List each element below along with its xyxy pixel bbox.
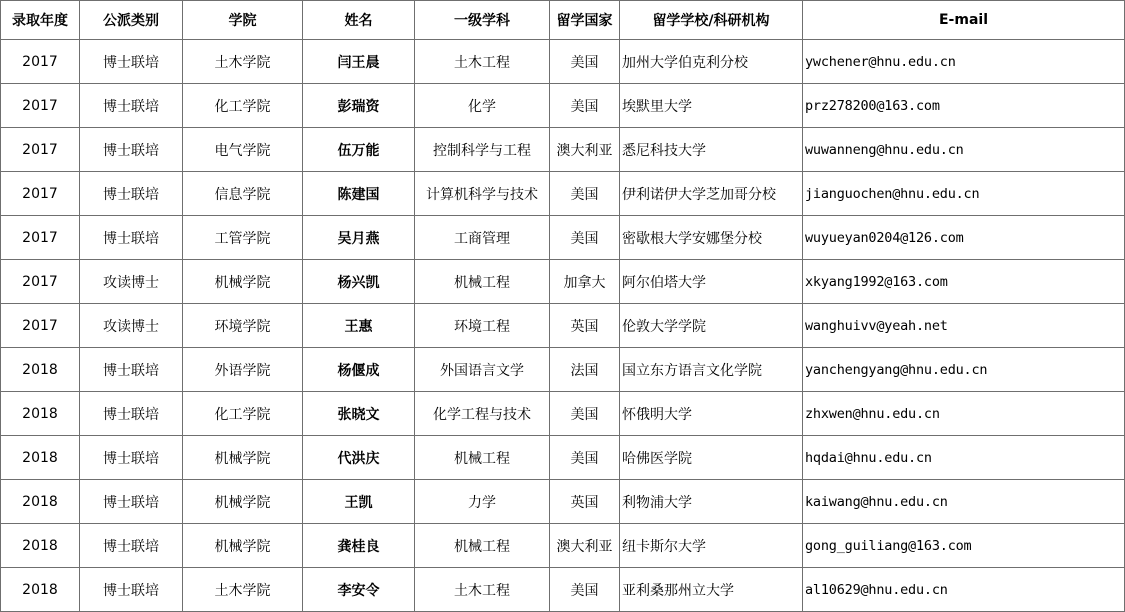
cell-institution: 加州大学伯克利分校 [620,40,803,84]
table-row [1,304,1125,348]
header-name: 姓名 [303,1,415,40]
cell-email[interactable]: al10629@hnu.edu.cn [803,568,1125,612]
cell-college: 机械学院 [183,436,303,480]
table-row [1,216,1125,260]
cell-name: 李安令 [303,568,415,612]
cell-institution: 阿尔伯塔大学 [620,260,803,304]
cell-college: 机械学院 [183,524,303,568]
cell-discipline: 机械工程 [415,524,550,568]
table-row [1,392,1125,436]
cell-year: 2018 [1,392,80,436]
table-row [1,524,1125,568]
cell-email[interactable]: zhxwen@hnu.edu.cn [803,392,1125,436]
cell-country: 美国 [550,216,620,260]
cell-name: 龚桂良 [303,524,415,568]
header-year: 录取年度 [1,1,80,40]
cell-email[interactable]: prz278200@163.com [803,84,1125,128]
cell-country: 美国 [550,436,620,480]
table-row [1,260,1125,304]
cell-email[interactable]: hqdai@hnu.edu.cn [803,436,1125,480]
cell-discipline: 机械工程 [415,436,550,480]
cell-college: 工管学院 [183,216,303,260]
header-institution: 留学学校/科研机构 [620,1,803,40]
cell-email[interactable]: xkyang1992@163.com [803,260,1125,304]
cell-country: 美国 [550,84,620,128]
cell-category: 博士联培 [80,216,183,260]
table-row [1,436,1125,480]
cell-category: 博士联培 [80,392,183,436]
cell-category: 攻读博士 [80,260,183,304]
cell-institution: 埃默里大学 [620,84,803,128]
cell-college: 环境学院 [183,304,303,348]
cell-name: 伍万能 [303,128,415,172]
cell-discipline: 土木工程 [415,40,550,84]
cell-country: 法国 [550,348,620,392]
cell-year: 2018 [1,524,80,568]
header-discipline: 一级学科 [415,1,550,40]
cell-college: 电气学院 [183,128,303,172]
cell-discipline: 外国语言文学 [415,348,550,392]
cell-discipline: 土木工程 [415,568,550,612]
cell-year: 2018 [1,568,80,612]
cell-country: 美国 [550,172,620,216]
cell-year: 2017 [1,304,80,348]
cell-institution: 伦敦大学学院 [620,304,803,348]
cell-institution: 国立东方语言文化学院 [620,348,803,392]
cell-name: 杨兴凯 [303,260,415,304]
cell-category: 攻读博士 [80,304,183,348]
cell-discipline: 控制科学与工程 [415,128,550,172]
cell-college: 机械学院 [183,260,303,304]
cell-college: 化工学院 [183,392,303,436]
cell-year: 2018 [1,480,80,524]
table-row [1,568,1125,612]
cell-institution: 怀俄明大学 [620,392,803,436]
cell-name: 王凯 [303,480,415,524]
cell-discipline: 工商管理 [415,216,550,260]
table-row [1,172,1125,216]
cell-college: 机械学院 [183,480,303,524]
cell-category: 博士联培 [80,84,183,128]
table-row [1,128,1125,172]
header-country: 留学国家 [550,1,620,40]
cell-year: 2017 [1,216,80,260]
cell-year: 2018 [1,436,80,480]
cell-college: 外语学院 [183,348,303,392]
cell-year: 2017 [1,172,80,216]
cell-email[interactable]: gong_guiliang@163.com [803,524,1125,568]
cell-country: 澳大利亚 [550,524,620,568]
cell-country: 英国 [550,480,620,524]
cell-category: 博士联培 [80,436,183,480]
cell-discipline: 机械工程 [415,260,550,304]
cell-email[interactable]: wuyueyan0204@126.com [803,216,1125,260]
cell-country: 美国 [550,40,620,84]
table-row [1,480,1125,524]
cell-category: 博士联培 [80,128,183,172]
cell-institution: 利物浦大学 [620,480,803,524]
cell-email[interactable]: ywchener@hnu.edu.cn [803,40,1125,84]
cell-year: 2017 [1,128,80,172]
cell-year: 2017 [1,260,80,304]
cell-category: 博士联培 [80,524,183,568]
cell-email[interactable]: kaiwang@hnu.edu.cn [803,480,1125,524]
cell-email[interactable]: wuwanneng@hnu.edu.cn [803,128,1125,172]
table-row [1,348,1125,392]
cell-college: 信息学院 [183,172,303,216]
cell-category: 博士联培 [80,172,183,216]
cell-year: 2017 [1,84,80,128]
table-row [1,84,1125,128]
cell-institution: 亚利桑那州立大学 [620,568,803,612]
cell-name: 闫王晨 [303,40,415,84]
cell-discipline: 化学 [415,84,550,128]
cell-country: 澳大利亚 [550,128,620,172]
cell-category: 博士联培 [80,480,183,524]
cell-country: 英国 [550,304,620,348]
table-body [1,40,1125,612]
cell-name: 代洪庆 [303,436,415,480]
cell-institution: 密歇根大学安娜堡分校 [620,216,803,260]
header-email: E-mail [803,1,1125,40]
cell-institution: 伊利诺伊大学芝加哥分校 [620,172,803,216]
header-row [1,1,1125,40]
cell-email[interactable]: jianguochen@hnu.edu.cn [803,172,1125,216]
cell-discipline: 力学 [415,480,550,524]
cell-country: 美国 [550,392,620,436]
header-category: 公派类别 [80,1,183,40]
cell-discipline: 化学工程与技术 [415,392,550,436]
cell-year: 2018 [1,348,80,392]
cell-email[interactable]: wanghuivv@yeah.net [803,304,1125,348]
cell-name: 杨偃成 [303,348,415,392]
cell-category: 博士联培 [80,40,183,84]
cell-name: 吴月燕 [303,216,415,260]
cell-college: 化工学院 [183,84,303,128]
cell-discipline: 环境工程 [415,304,550,348]
cell-college: 土木学院 [183,568,303,612]
table-row [1,40,1125,84]
header-college: 学院 [183,1,303,40]
cell-name: 张晓文 [303,392,415,436]
cell-discipline: 计算机科学与技术 [415,172,550,216]
cell-category: 博士联培 [80,568,183,612]
cell-institution: 纽卡斯尔大学 [620,524,803,568]
cell-year: 2017 [1,40,80,84]
cell-name: 彭瑞资 [303,84,415,128]
cell-institution: 悉尼科技大学 [620,128,803,172]
cell-name: 王惠 [303,304,415,348]
cell-institution: 哈佛医学院 [620,436,803,480]
cell-email[interactable]: yanchengyang@hnu.edu.cn [803,348,1125,392]
cell-country: 美国 [550,568,620,612]
cell-name: 陈建国 [303,172,415,216]
cell-category: 博士联培 [80,348,183,392]
cell-college: 土木学院 [183,40,303,84]
cell-country: 加拿大 [550,260,620,304]
